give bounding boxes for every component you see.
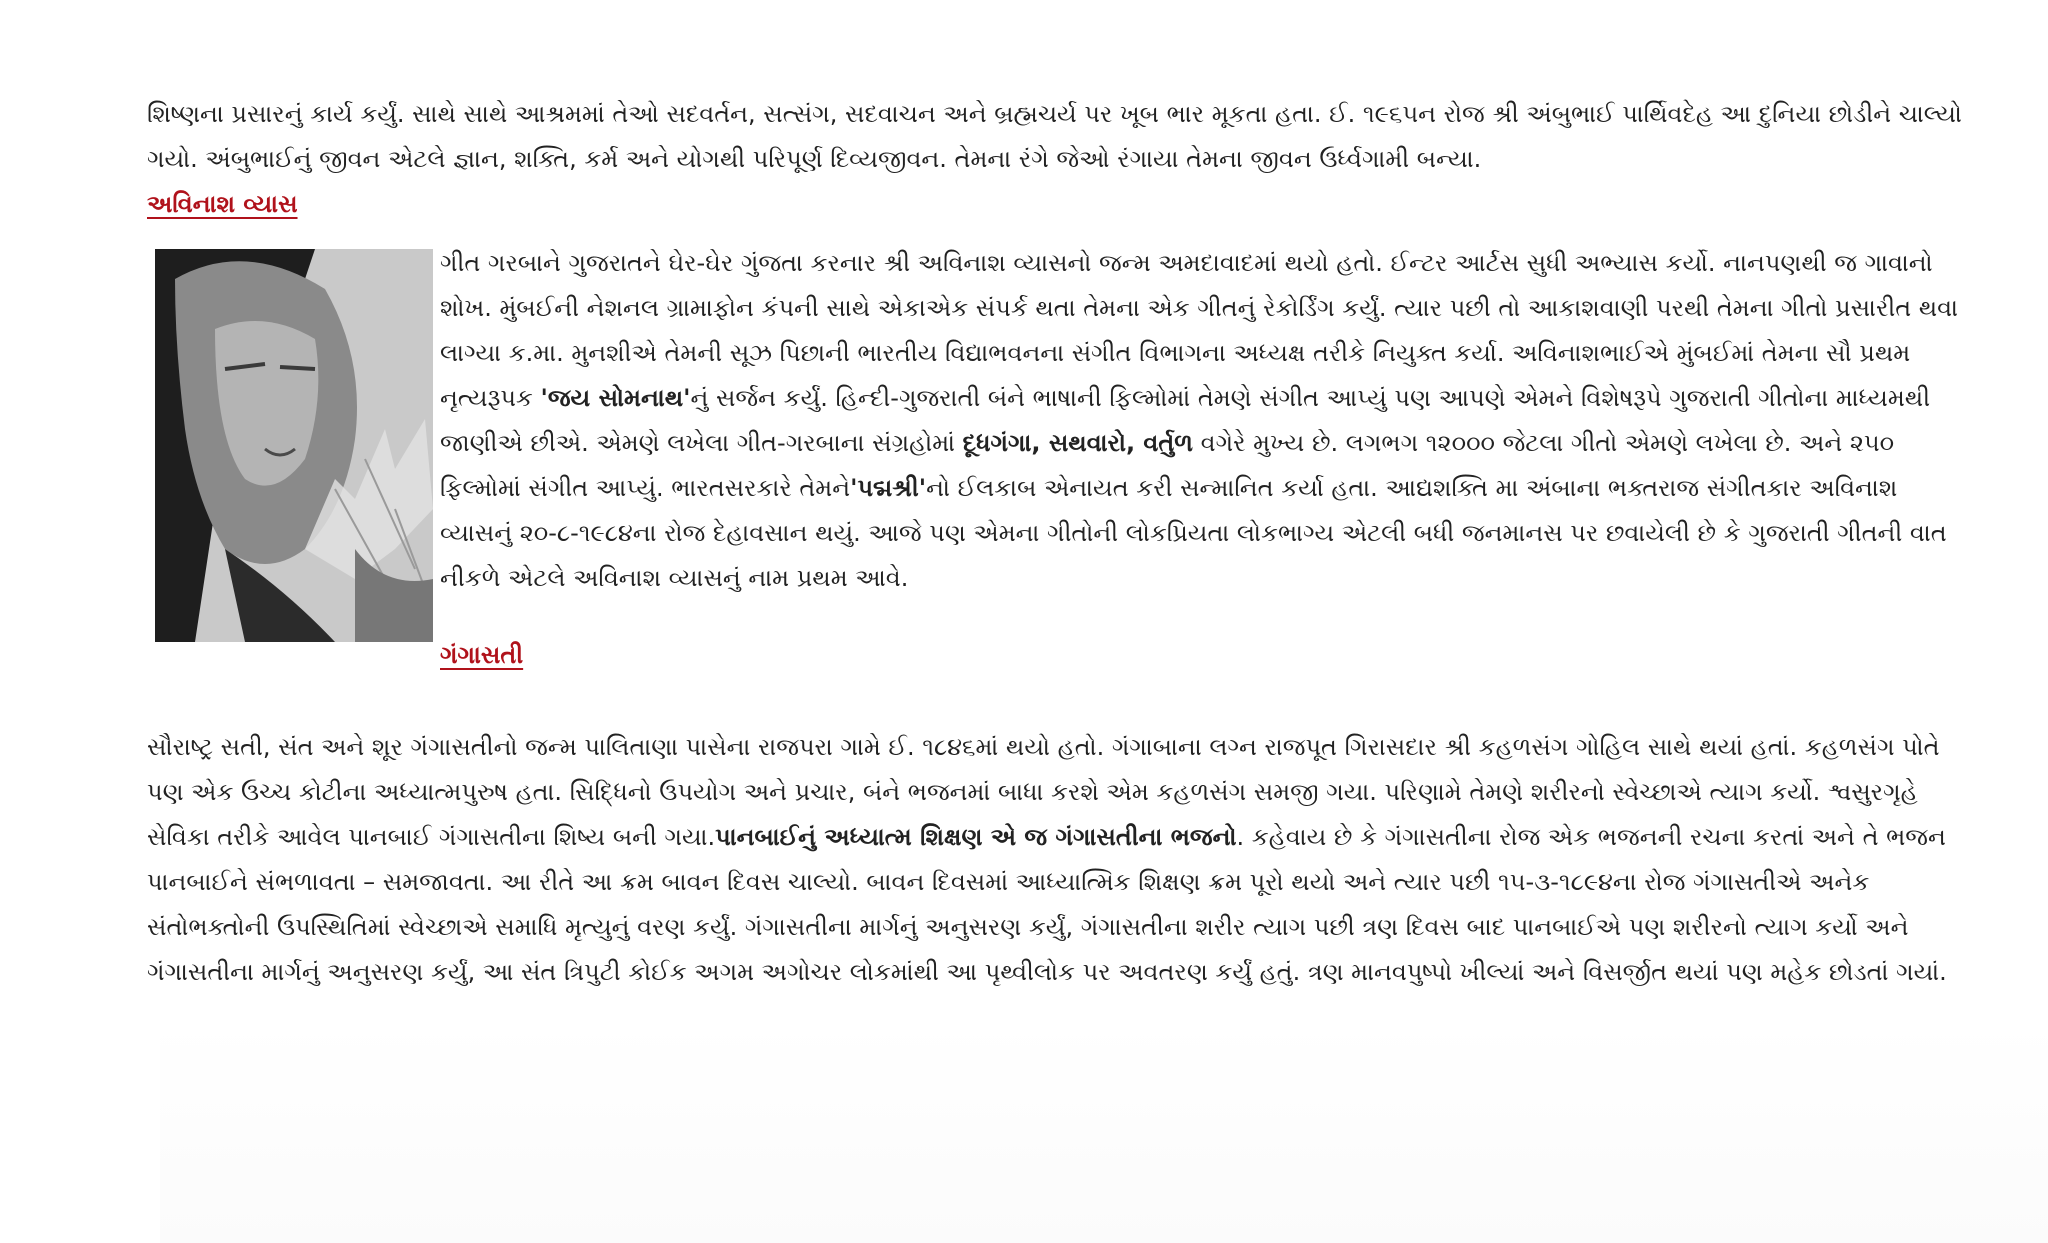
avinash-bold-collections: દૂધગંગા, સથવારો, વર્તુળ xyxy=(962,429,1194,457)
intro-paragraph: શિષ્ણના પ્રસારનું કાર્ય કર્યું. સાથે સાથે આશ્રમમાં તેઓ સદવર્તન, સત્સંગ, સદવાચન અને બ્રહ્મચર્ય પર ખૂબ ભાર મૂકતા હતા. ઈ. ૧૯૬૫ન રોજ શ્રી અંબુભાઈ પાર્થિવદેહ આ દુનિયા છોડીને ચાલ્યો ગયો. અંબુભાઈનું જીવન એટલે જ્ઞાન, શક્તિ, કર્મ અને યોગથી પરિપૂર્ણ દિવ્યજીવન. તેમના રંગે જેઓ રંગાયા તેમના જીવન ઉર્ધ્વગામી બન્યા. xyxy=(147,100,1962,173)
page-background-shade xyxy=(160,1020,2048,1243)
gangasati-text-2: . કહેવાય છે કે ગંગાસતીના રોજ એક ભજનની રચના કરતાં અને તે ભજન પાનબાઈને સંભળાવતા – સમજાવતા. આ રીતે આ ક્રમ બાવન દિવસ ચાલ્યો. બાવન દિવસમાં આધ્યાત્મિક શિક્ષણ ક્રમ પૂરો થયો અને ત્યાર પછી ૧૫-૩-૧૮૯૪ના રોજ ગંગાસતીએ અનેક સંતોભક્તોની ઉપસ્થિતિમાં સ્વેચ્છાએ સમાધિ મૃત્યુનું વરણ કર્યું. ગંગાસતીના માર્ગનું અનુસરણ કર્યું, ગંગાસતીના શરીર ત્યાગ પછી ત્રણ દિવસ બાદ પાનબાઈએ પણ શરીરનો ત્યાગ કર્યો અને ગંગાસતીના માર્ગનું અનુસરણ કર્યું, આ સંત ત્રિપુટી કોઈક અગમ અગોચર લોકમાંથી આ પૃથ્વીલોક પર અવતરણ કર્યું હતું. ત્રણ માનવપુષ્પો ખીલ્યાં અને વિસર્જીત થયાં પણ મહેક છોડતાં ગયાં. xyxy=(147,823,1947,986)
gangasati-bold: પાનબાઈનું અધ્યાત્મ શિક્ષણ એ જ ગંગાસતીના ભજનો xyxy=(715,823,1237,851)
article xyxy=(147,92,1967,995)
avinash-section xyxy=(147,241,1967,721)
heading-gangasati[interactable]: ગંગાસતી xyxy=(440,641,524,669)
avinash-text-1: ગીત ગરબાને ગુજરાતને ઘેર-ઘેર ગુંજતા કરનાર શ્રી અવિનાશ વ્યાસનો જન્મ અમદાવાદમાં થયો હતો. ઈન્ટર આર્ટસ સુધી અભ્યાસ કર્યો. નાનપણથી જ ગાવાનો શોખ. મુંબઈની નેશનલ ગ્રામાફોન કંપની સાથે એકાએક સંપર્ક થતા તેમના એક ગીતનું રેકોર્ડિંગ કર્યું. ત્યાર પછી તો આકાશવાણી પરથી તેમના ગીતો પ્રસારીત થવા લાગ્યા ક.મા. મુનશીએ તેમની સૂઝ પિછાની ભારતીય વિદ્યાભવનના સંગીત વિભાગના અધ્યક્ષ તરીકે નિયુક્ત કર્યા. અવિનાશભાઈએ મુંબઈમાં તેમના સૌ પ્રથમ નૃત્યરૂપક xyxy=(440,249,1958,412)
heading-avinash-vyas[interactable]: અવિનાશ વ્યાસ xyxy=(147,190,298,218)
portrait-image xyxy=(155,249,433,642)
avinash-bold-jay-somnath: 'જય સોમનાથ' xyxy=(540,384,691,412)
portrait-photo xyxy=(155,249,433,642)
gangasati-paragraph xyxy=(147,725,1967,995)
avinash-text-4: નો ઈલકાબ એનાયત કરી સન્માનિત કર્યા હતા. આદ્યશક્તિ મા અંબાના ભક્તરાજ સંગીતકાર અવિનાશ વ્યાસનું ૨૦-૮-૧૯૮૪ના રોજ દેહાવસાન થયું. આજે પણ એમના ગીતોની લોકપ્રિયતા લોકભાગ્ય એટલી બધી જનમાનસ પર છવાયેલી છે કે ગુજરાતી ગીતની વાત નીકળે એટલે અવિનાશ વ્યાસનું નામ પ્રથમ આવે. xyxy=(440,474,1947,592)
avinash-text-2: નું સર્જન કર્યું. હિન્દી-ગુજરાતી બંને ભાષાની ફિલ્મોમાં તેમણે સંગીત આપ્યું પણ આપણે એમને વિશેષરૂપે ગુજરાતી ગીતોના માધ્યમથી જાણીએ છીએ. એમણે લખેલા ગીત-ગરબાના સંગ્રહોમાં xyxy=(440,384,1931,457)
avinash-bold-padmashri: 'પદ્મશ્રી' xyxy=(850,474,927,502)
avinash-paragraph xyxy=(440,241,1970,601)
gangasati-text-1: સૌરાષ્ટ્ર સતી, સંત અને શૂર ગંગાસતીનો જન્મ પાલિતાણા પાસેના રાજપરા ગામે ઈ. ૧૮૪૬માં થયો હતો. ગંગાબાના લગ્ન રાજપૂત ગિરાસદાર શ્રી કહળસંગ ગોહિલ સાથે થયાં હતાં. કહળસંગ પોતે પણ એક ઉચ્ચ કોટીના અધ્યાત્મપુરુષ હતા. સિદ્ધિનો ઉપયોગ અને પ્રચાર, બંને ભજનમાં બાધા કરશે એમ કહળસંગ સમજી ગયા. પરિણામે તેમણે શરીરનો સ્વેચ્છાએ ત્યાગ કર્યો. શ્વસુરગૃહે સેવિકા તરીકે આવેલ પાનબાઈ ગંગાસતીના શિષ્ય બની ગયા. xyxy=(147,733,1940,851)
avinash-text-3: વગેરે મુખ્ય છે. લગભગ ૧૨૦૦૦ જેટલા ગીતો એમણે લખેલા છે. અને ૨૫૦ ફિલ્મોમાં સંગીત આપ્યું. ભારતસરકારે તેમને xyxy=(440,429,1895,502)
